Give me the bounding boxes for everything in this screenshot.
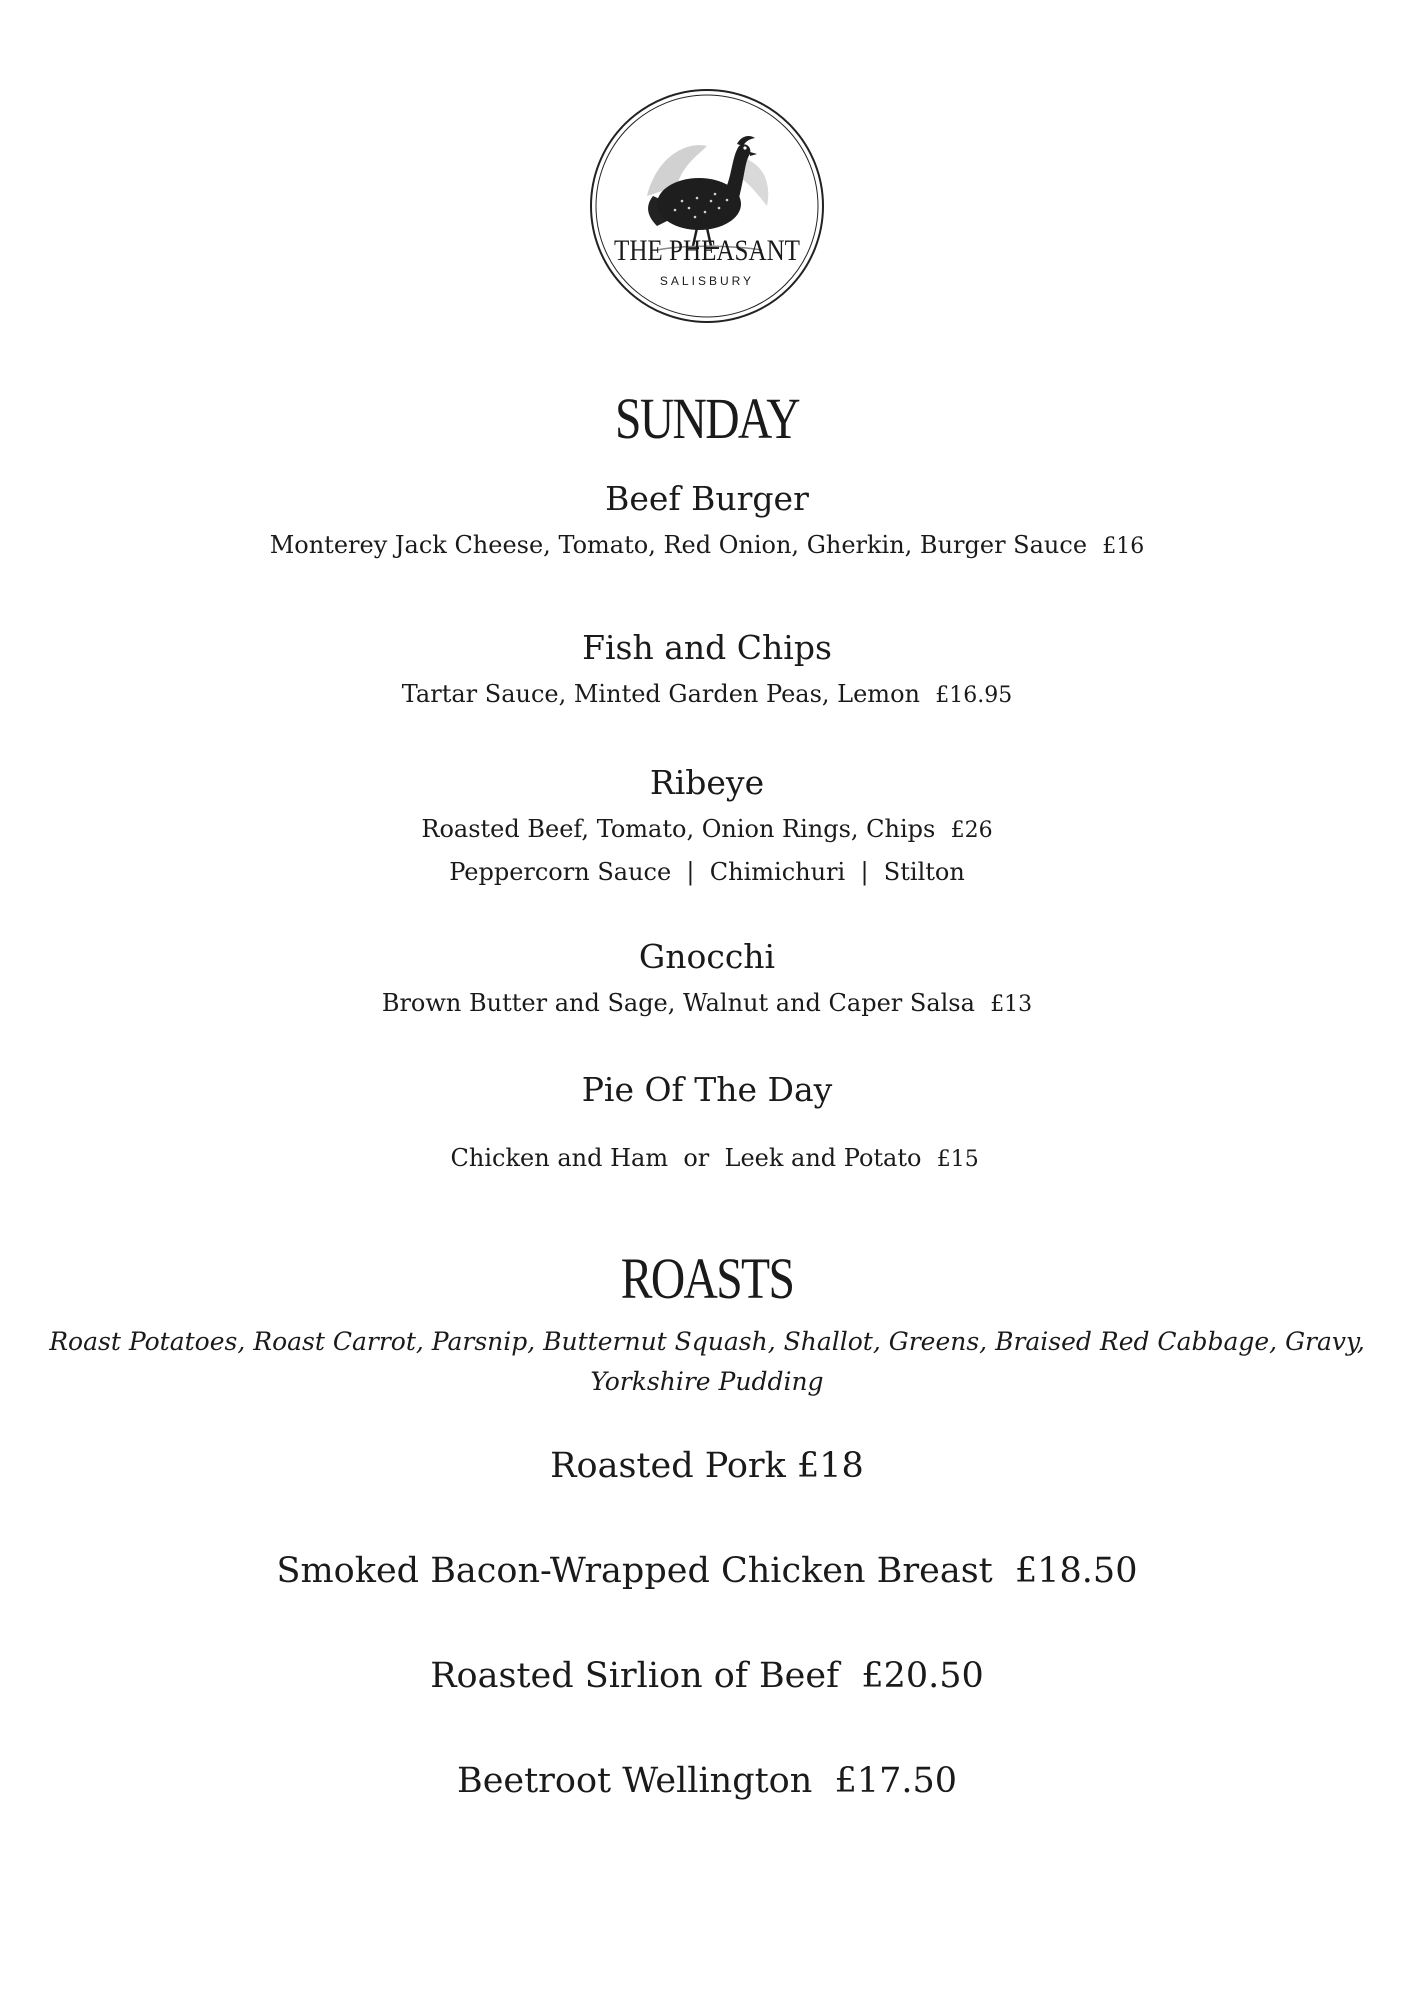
logo-location: SALISBURY [659,274,755,288]
dish-price: £26 [950,818,993,843]
roast-item-name: Roasted Pork [550,1446,786,1486]
roast-item-price: £18.50 [1015,1551,1138,1591]
roast-item-price: £17.50 [834,1761,958,1801]
dish-description [0,533,1414,558]
dish-description [0,991,1414,1016]
dish-name: Beef Burger [605,479,809,518]
pheasant-logo [587,86,827,326]
dish-description-text: Monterey Jack Cheese, Tomato, Red Onion, Gherkin, Burger Sauce [269,531,1088,559]
logo-name: THE PHEASANT [614,234,800,267]
dish-price: £15 [936,1147,979,1172]
roast-item-name: Beetroot Wellington [456,1761,813,1801]
roast-item-price: £20.50 [861,1656,984,1696]
dish-description [0,682,1414,707]
pheasant-bird-icon [647,136,768,250]
dish-description-text: Brown Butter and Sage, Walnut and Caper Salsa [381,989,975,1017]
roast-item [0,1446,1414,1486]
roast-item [0,1656,1414,1696]
dish-description [0,817,1414,842]
dish-name: Pie Of The Day [581,1070,833,1109]
dish-price: £16.95 [935,683,1013,708]
dish-price: £13 [990,992,1033,1017]
roast-item-name: Smoked Bacon-Wrapped Chicken Breast [276,1551,993,1591]
dish-name: Ribeye [649,763,765,802]
dish-description-text: Tartar Sauce, Minted Garden Peas, Lemon [401,680,920,708]
roasts-description-line2: Yorkshire Pudding [590,1367,824,1396]
dish-description-text: Roasted Beef, Tomato, Onion Rings, Chips [421,815,936,843]
roast-item [0,1761,1414,1801]
section-title-sunday: SUNDAY [615,386,799,451]
dish-name: Gnocchi [638,937,776,976]
roast-item [0,1551,1414,1591]
section-title-roasts: ROASTS [620,1246,794,1311]
dish-price: £16 [1102,534,1145,559]
dish-description-text: Chicken and Ham or Leek and Potato [450,1144,922,1172]
dish-options: Peppercorn Sauce | Chimichuri | Stilton [449,858,965,886]
roasts-description-line1: Roast Potatoes, Roast Carrot, Parsnip, Butternut Squash, Shallot, Greens, Braised Red Cabbage, Gravy, [49,1327,1365,1356]
roast-item-name: Roasted Sirlion of Beef [430,1656,840,1696]
roast-item-price: £18 [797,1446,864,1486]
dish-name: Fish and Chips [582,628,832,667]
dish-description [0,1122,1414,1171]
